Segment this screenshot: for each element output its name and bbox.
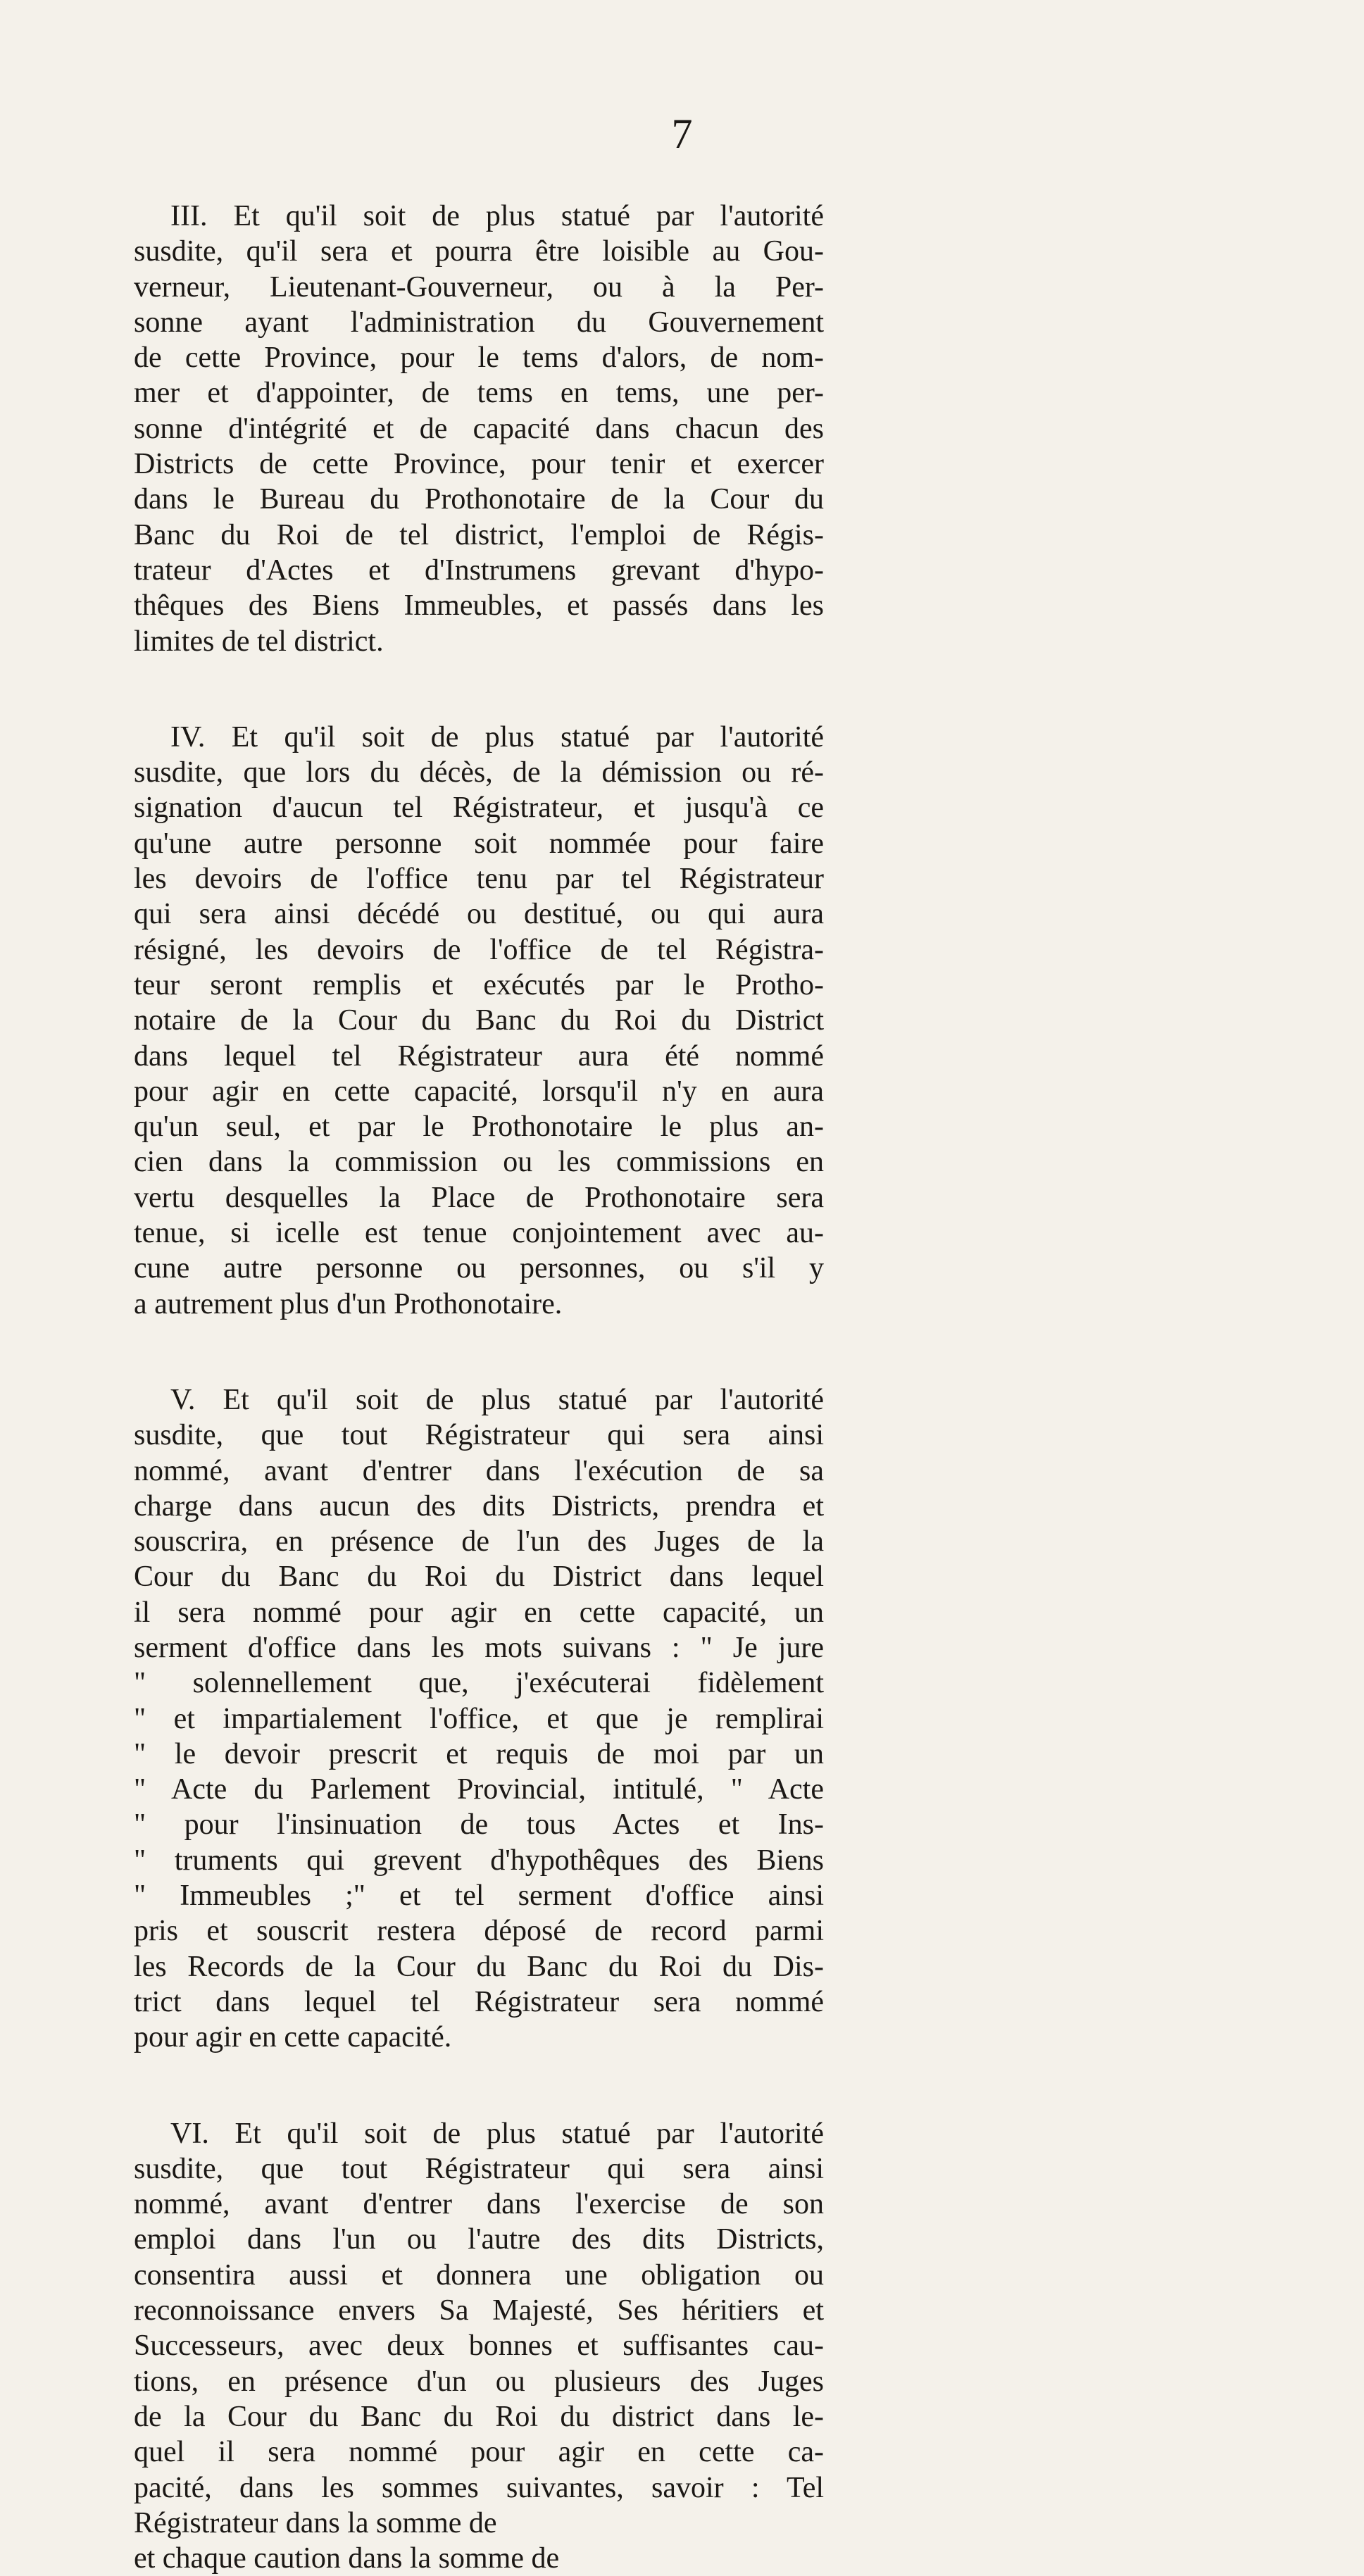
text-line: a autrement plus d'un Prothonotaire. — [134, 1287, 563, 1320]
text-line: il sera nommé pour agir en cette capacité, un — [134, 1596, 824, 1629]
text-line: Cour du Banc du Roi du District dans lequel — [134, 1561, 824, 1594]
text-column — [134, 199, 824, 2576]
text-line: IV. Et qu'il soit de plus statué par l'autorité — [170, 720, 824, 754]
section-iv — [134, 720, 824, 1322]
text-line: pris et souscrit restera déposé de record parmi — [134, 1915, 824, 1948]
text-line: emploi dans l'un ou l'autre des dits Districts, — [134, 2223, 824, 2256]
text-line: limites de tel district. — [134, 625, 384, 658]
text-line: tions, en présence d'un ou plusieurs des Juges — [134, 2365, 824, 2398]
text-line: dans le Bureau du Prothonotaire de la Cour du — [134, 483, 824, 516]
text-line: " Immeubles ;" et tel serment d'office ainsi — [134, 1880, 824, 1913]
text-line: " Acte du Parlement Provincial, intitulé, " Acte — [134, 1773, 824, 1806]
text-line: sonne ayant l'administration du Gouvernement — [134, 306, 824, 339]
text-line: " le devoir prescrit et requis de moi par un — [134, 1737, 824, 1770]
section-vi — [134, 2116, 824, 2576]
text-line: de cette Province, pour le tems d'alors, de nom- — [134, 342, 824, 375]
page-number: 7 — [671, 111, 693, 157]
text-line: consentira aussi et donnera une obligation ou — [134, 2258, 824, 2291]
text-line: trict dans lequel tel Régistrateur sera nommé — [134, 1985, 824, 2018]
text-line: résigné, les devoirs de l'office de tel Régistra- — [134, 933, 824, 966]
text-line: thêques des Biens Immeubles, et passés dans les — [134, 589, 824, 623]
text-line: serment d'office dans les mots suivans : " Je jure — [134, 1631, 824, 1664]
text-line: Régistrateur dans la somme de — [134, 2506, 497, 2539]
text-line: nommé, avant d'entrer dans l'exercise de son — [134, 2188, 824, 2221]
section-iii — [134, 199, 824, 659]
text-line: " et impartialement l'office, et que je remplirai — [134, 1702, 824, 1735]
text-line: et chaque caution dans la somme de — [134, 2542, 560, 2575]
text-line: de la Cour du Banc du Roi du district dans le- — [134, 2400, 824, 2433]
section-v — [134, 1382, 824, 2056]
text-line: susdite, que lors du décès, de la démission ou ré- — [134, 756, 824, 789]
text-line: V. Et qu'il soit de plus statué par l'autorité — [170, 1383, 824, 1416]
text-line: Successeurs, avec deux bonnes et suffisantes cau- — [134, 2330, 824, 2363]
text-line: teur seront remplis et exécutés par le Protho- — [134, 968, 824, 1001]
text-line: dans lequel tel Régistrateur aura été nommé — [134, 1039, 824, 1073]
text-line: Banc du Roi de tel district, l'emploi de Régis- — [134, 518, 824, 551]
text-line: " truments qui grevent d'hypothêques des Biens — [134, 1844, 824, 1877]
text-line: qu'une autre personne soit nommée pour faire — [134, 827, 824, 860]
text-line: qui sera ainsi décédé ou destitué, ou qui aura — [134, 898, 824, 931]
text-line: verneur, Lieutenant-Gouverneur, ou à la Per- — [134, 270, 824, 304]
text-line: susdite, qu'il sera et pourra être loisible au Gou- — [134, 235, 824, 268]
text-line: Districts de cette Province, pour tenir et exercer — [134, 448, 824, 481]
text-line: charge dans aucun des dits Districts, prendra et — [134, 1489, 824, 1523]
text-line: pour agir en cette capacité, lorsqu'il n'y en aura — [134, 1075, 824, 1108]
text-line: cien dans la commission ou les commissions en — [134, 1146, 824, 1179]
text-line: trateur d'Actes et d'Instrumens grevant d'hypo- — [134, 554, 824, 587]
text-line: souscrira, en présence de l'un des Juges de la — [134, 1525, 824, 1558]
text-line: sonne d'intégrité et de capacité dans chacun des — [134, 412, 824, 445]
text-line: mer et d'appointer, de tems en tems, une per- — [134, 377, 824, 410]
text-line: quel il sera nommé pour agir en cette ca- — [134, 2436, 824, 2469]
text-line: qu'un seul, et par le Prothonotaire le plus an- — [134, 1111, 824, 1144]
text-line: pacité, dans les sommes suivantes, savoir : Tel — [134, 2471, 824, 2504]
text-line: " solennellement que, j'exécuterai fidèlement — [134, 1667, 824, 1700]
text-line: vertu desquelles la Place de Prothonotaire sera — [134, 1181, 824, 1214]
text-line: les devoirs de l'office tenu par tel Régistrateur — [134, 863, 824, 896]
text-line: signation d'aucun tel Régistrateur, et jusqu'à ce — [134, 792, 824, 825]
text-line: reconnoissance envers Sa Majesté, Ses héritiers et — [134, 2294, 824, 2327]
text-line: susdite, que tout Régistrateur qui sera ainsi — [134, 2152, 824, 2185]
text-line: susdite, que tout Régistrateur qui sera ainsi — [134, 1419, 824, 1452]
text-line: nommé, avant d'entrer dans l'exécution de sa — [134, 1454, 824, 1487]
text-line: tenue, si icelle est tenue conjointement avec au- — [134, 1217, 824, 1250]
text-line: " pour l'insinuation de tous Actes et Ins- — [134, 1808, 824, 1842]
text-line: VI. Et qu'il soit de plus statué par l'autorité — [170, 2117, 824, 2150]
text-line: III. Et qu'il soit de plus statué par l'autorité — [170, 200, 824, 232]
text-line: cune autre personne ou personnes, ou s'il y — [134, 1252, 824, 1285]
text-line: les Records de la Cour du Banc du Roi du Dis- — [134, 1950, 824, 1983]
text-line: notaire de la Cour du Banc du Roi du District — [134, 1004, 824, 1037]
text-line: pour agir en cette capacité. — [134, 2021, 452, 2054]
